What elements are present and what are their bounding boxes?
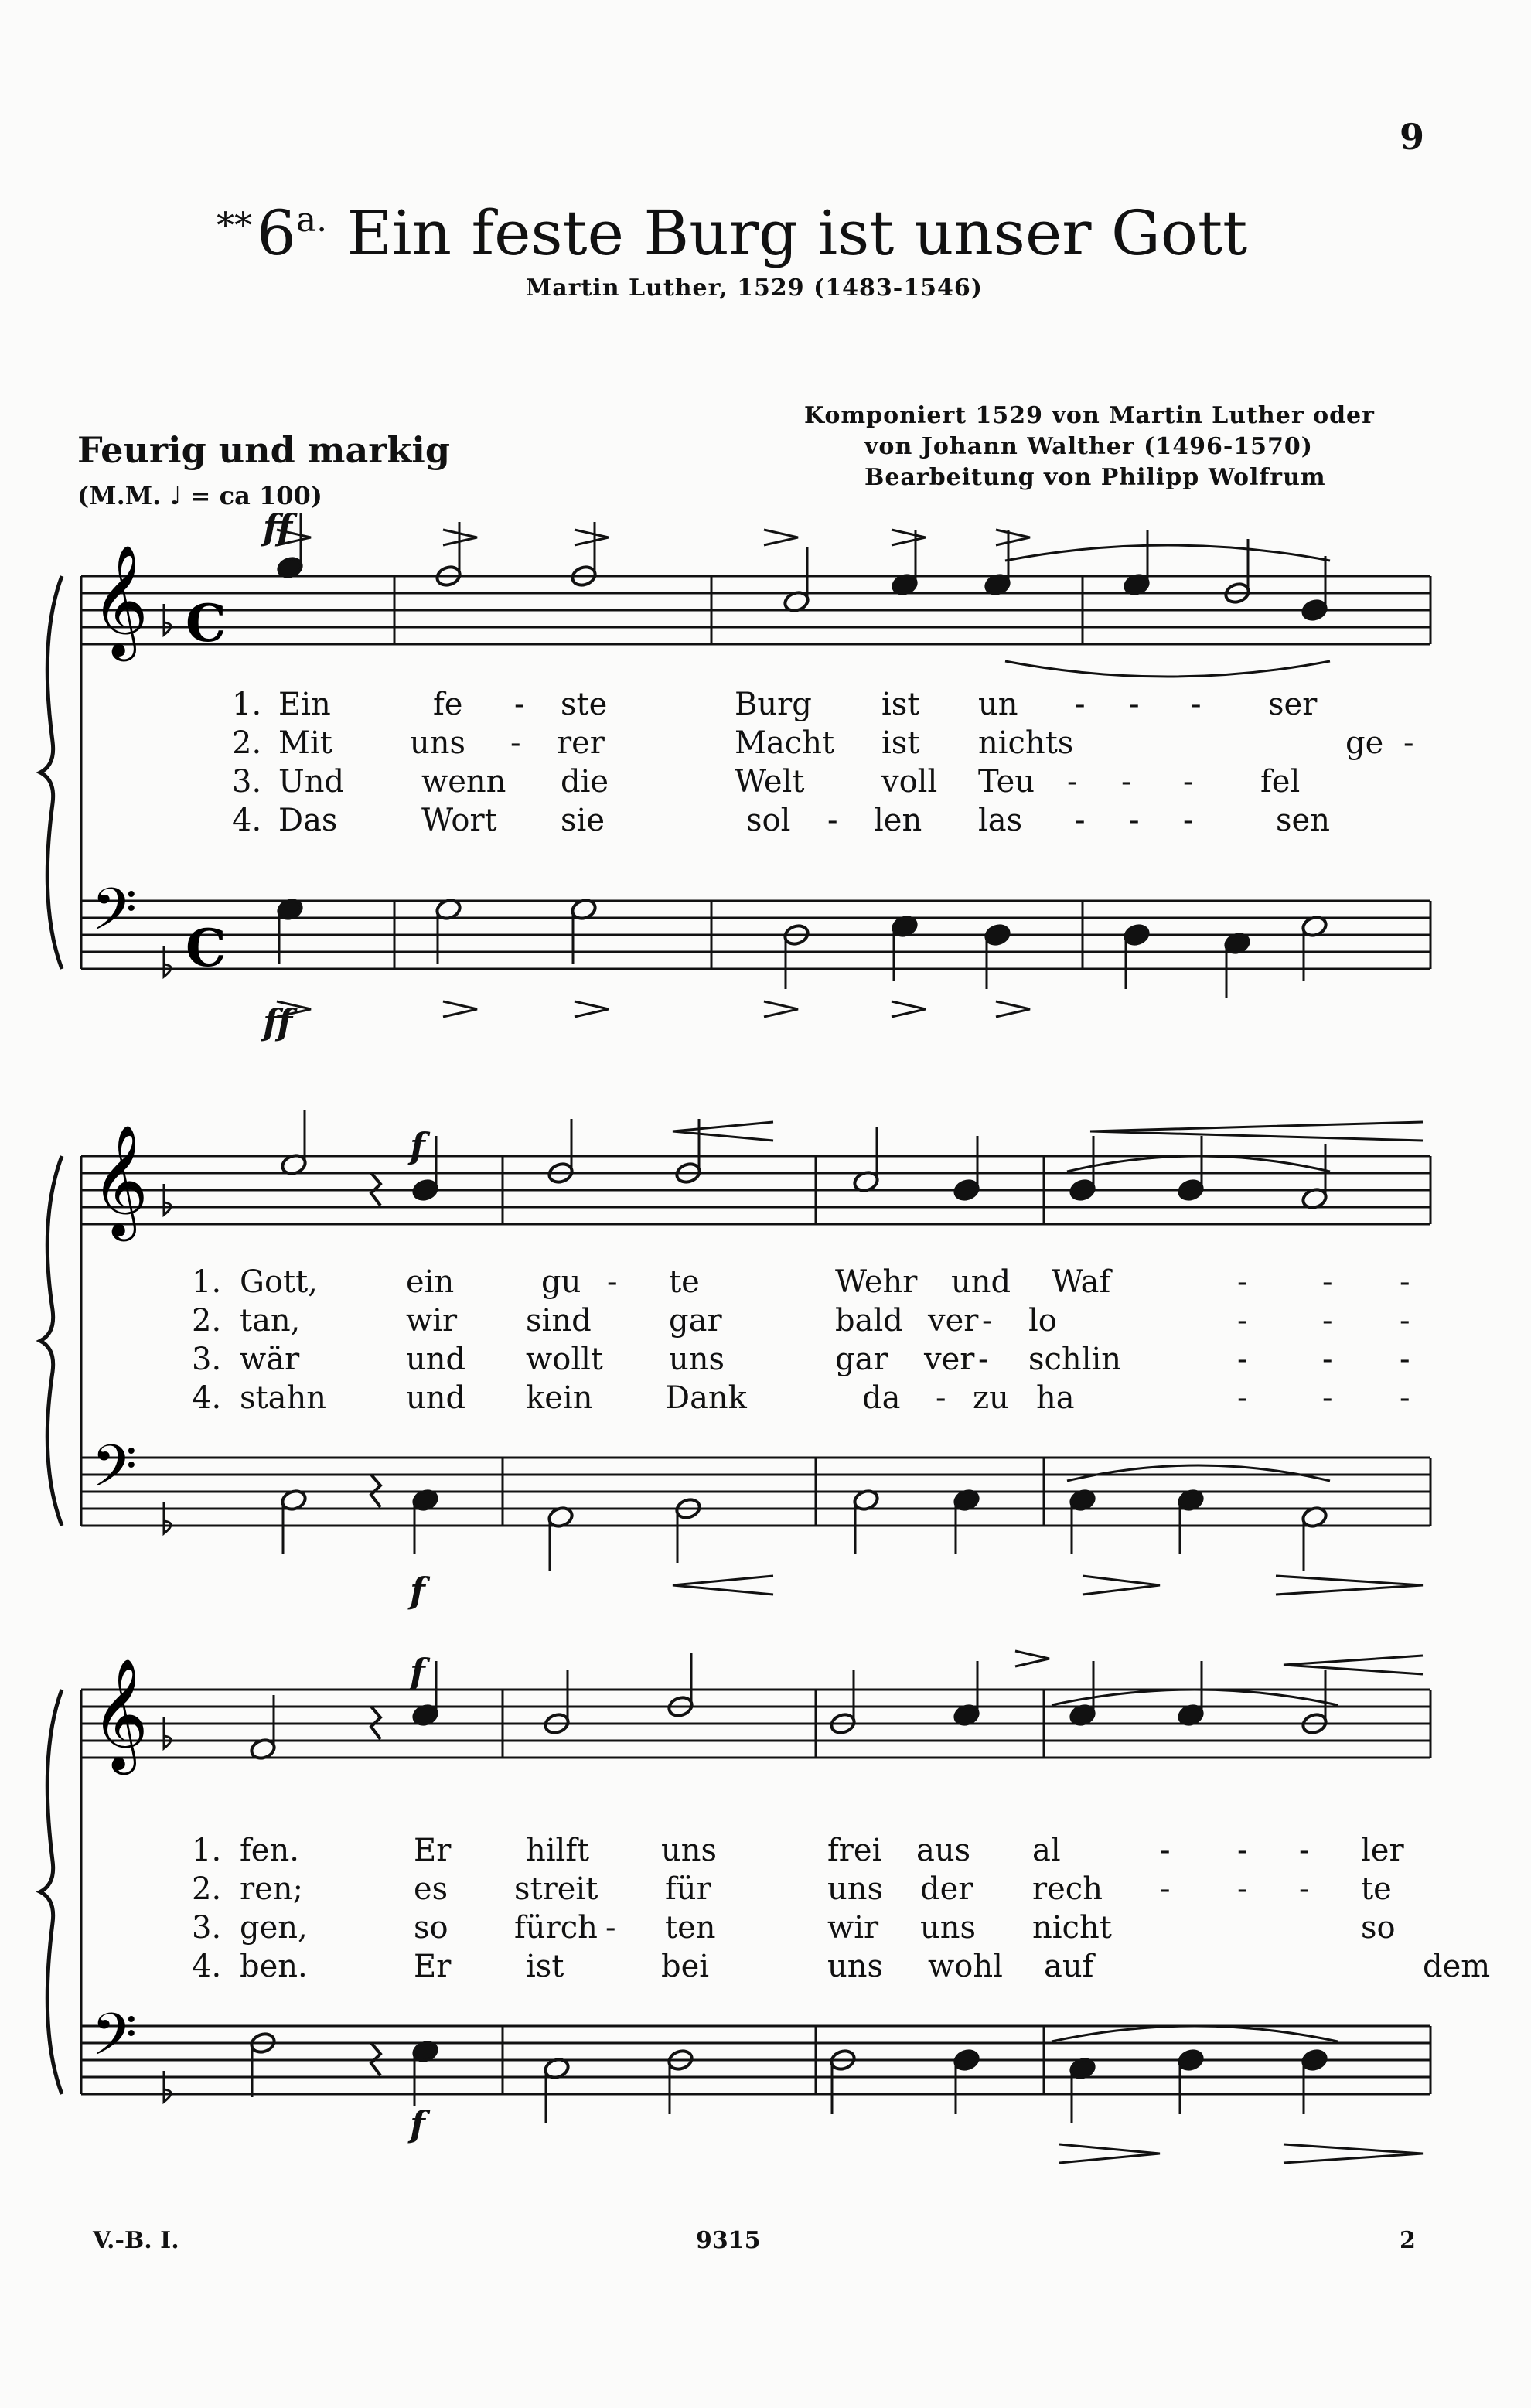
dynamic-ff-bass: ff <box>263 1001 293 1043</box>
lyric-syllable: - <box>1183 764 1194 800</box>
lyric-syllable: - <box>1129 803 1140 838</box>
lyric-syllable: - <box>1237 1380 1248 1416</box>
title-stars: ** <box>217 204 252 246</box>
accent-mark <box>764 1001 798 1017</box>
system-brace <box>40 576 62 969</box>
lyric-syllable: sind <box>526 1303 592 1339</box>
arranger-credit: Bearbeitung von Philipp Wolfrum <box>864 464 1326 491</box>
flat-sign <box>164 1502 171 1533</box>
lyric-syllable: - <box>1299 1833 1310 1868</box>
lyric-syllable: bald <box>835 1303 903 1339</box>
hymn-number-suffix: a. <box>295 200 328 240</box>
accent-mark <box>443 1001 477 1017</box>
system-brace <box>40 1690 62 2094</box>
lyric-syllable: schlin <box>1028 1342 1122 1377</box>
footer-signature: 2 <box>1400 2227 1416 2254</box>
lyric-syllable: uns <box>661 1833 718 1868</box>
lyric-syllable: - <box>1121 764 1132 800</box>
bass-clef: 𝄢 <box>91 875 138 958</box>
lyric-syllable: zu <box>973 1380 1009 1416</box>
lyric-syllable: te <box>1361 1871 1392 1907</box>
lyric-syllable: fen. <box>240 1833 299 1868</box>
lyric-syllable: - <box>1160 1871 1171 1907</box>
flat-sign <box>164 604 171 635</box>
lyric-syllable: 4. <box>192 1380 222 1416</box>
page-number: 9 <box>1400 116 1425 158</box>
lyric-syllable: Macht <box>735 725 835 761</box>
bass-clef: 𝄢 <box>91 2000 138 2083</box>
footer-publisher: V.-B. I. <box>93 2227 179 2254</box>
lyric-syllable: - <box>982 1303 993 1339</box>
flat-sign <box>164 1717 171 1748</box>
lyric-syllable: - <box>1400 1264 1410 1300</box>
lyric-syllable: gen, <box>240 1910 308 1946</box>
lyric-syllable: Burg <box>735 687 812 722</box>
lyric-syllable: - <box>1075 687 1086 722</box>
lyric-syllable: - <box>1237 1303 1248 1339</box>
lyric-syllable: Mit <box>278 725 332 761</box>
lyric-syllable: aus <box>916 1833 971 1868</box>
lyric-syllable: Und <box>278 764 345 800</box>
lyric-syllable: - <box>1322 1342 1333 1377</box>
slur <box>1067 1465 1330 1481</box>
lyric-syllable: - <box>1299 1871 1310 1907</box>
lyric-syllable: wollt <box>526 1342 603 1377</box>
lyric-syllable: 3. <box>232 764 262 800</box>
lyric-syllable: 2. <box>192 1871 222 1907</box>
lyric-syllable: sie <box>561 803 605 838</box>
lyric-syllable: rech <box>1032 1871 1103 1907</box>
dynamic-f-bass-2: f <box>410 1570 425 1612</box>
lyric-syllable: Gott, <box>240 1264 318 1300</box>
lyric-syllable: ler <box>1361 1833 1404 1868</box>
lyric-syllable: - <box>514 687 525 722</box>
lyric-syllable: und <box>951 1264 1011 1300</box>
lyric-syllable: 4. <box>232 803 262 838</box>
slur <box>1052 2026 1338 2041</box>
lyric-syllable: kein <box>526 1380 593 1416</box>
lyric-syllable: - <box>1400 1303 1410 1339</box>
lyric-syllable: - <box>936 1380 946 1416</box>
lyric-syllable: wir <box>406 1303 458 1339</box>
lyric-syllable: nicht <box>1032 1910 1112 1946</box>
accent-mark <box>892 530 926 545</box>
lyric-syllable: Dank <box>665 1380 747 1416</box>
lyric-syllable: rer <box>557 725 605 761</box>
lyric-syllable: hilft <box>526 1833 590 1868</box>
system-brace <box>40 1156 62 1526</box>
lyric-syllable: ist <box>881 687 920 722</box>
lyric-syllable: Wort <box>421 803 497 838</box>
dynamic-f-treble-2: f <box>410 1125 425 1167</box>
lyric-syllable: uns <box>920 1910 977 1946</box>
bass-clef: 𝄢 <box>91 1432 138 1515</box>
lyric-syllable: ser <box>1268 687 1318 722</box>
hairpin <box>673 1122 773 1141</box>
lyric-syllable: wohl <box>928 1949 1003 1984</box>
lyric-syllable: Wehr <box>835 1264 918 1300</box>
hairpin <box>1284 1656 1423 1674</box>
composer-credit-alt: von Johann Walther (1496-1570) <box>864 433 1313 460</box>
lyric-syllable: und <box>406 1380 466 1416</box>
lyric-syllable: sol <box>746 803 791 838</box>
lyric-syllable: - <box>1191 687 1202 722</box>
lyric-syllable: - <box>1322 1303 1333 1339</box>
lyric-syllable: die <box>561 764 609 800</box>
lyric-syllable: ste <box>561 687 608 722</box>
lyric-syllable: - <box>605 1910 616 1946</box>
lyric-syllable: al <box>1032 1833 1061 1868</box>
lyric-syllable: fe <box>433 687 463 722</box>
metronome-marking: (M.M. ♩ = ca 100) <box>77 481 322 510</box>
treble-clef: 𝄞 <box>91 1658 148 1770</box>
lyric-syllable: stahn <box>240 1380 326 1416</box>
lyric-syllable: - <box>978 1342 989 1377</box>
lyric-syllable: uns <box>669 1342 725 1377</box>
accent-mark <box>575 530 609 545</box>
lyric-syllable: und <box>406 1342 466 1377</box>
lyric-syllable: - <box>827 803 838 838</box>
lyric-syllable: ren; <box>240 1871 304 1907</box>
lyric-syllable: da <box>862 1380 901 1416</box>
accent-mark <box>575 1001 609 1017</box>
lyric-syllable: uns <box>410 725 466 761</box>
lyric-syllable: tan, <box>240 1303 301 1339</box>
treble-clef: 𝄞 <box>91 544 148 657</box>
lyric-syllable: - <box>1400 1342 1410 1377</box>
lyric-syllable: 2. <box>232 725 262 761</box>
accent-mark <box>1015 1651 1049 1666</box>
lyric-syllable: Er <box>414 1949 452 1984</box>
lyric-syllable: - <box>1075 803 1086 838</box>
lyric-syllable: Waf <box>1052 1264 1111 1300</box>
flat-sign <box>164 946 171 977</box>
lyric-syllable: - <box>1160 1833 1171 1868</box>
lyric-syllable: - <box>1400 1380 1410 1416</box>
lyric-syllable: frei <box>827 1833 882 1868</box>
hairpin <box>1284 2144 1423 2163</box>
lyric-syllable: 2. <box>192 1303 222 1339</box>
lyric-syllable: voll <box>881 764 938 800</box>
hymn-title-text: Ein feste Burg ist unser Gott <box>346 197 1248 269</box>
hymn-number: 6 <box>257 197 296 269</box>
accent-mark <box>996 530 1030 545</box>
composer-credit: Komponiert 1529 von Martin Luther oder <box>804 402 1375 429</box>
text-author: Martin Luther, 1529 (1483-1546) <box>526 275 983 302</box>
lyric-syllable: - <box>607 1264 618 1300</box>
footer-plate-number: 9315 <box>696 2227 761 2254</box>
lyric-syllable: ge <box>1345 725 1384 761</box>
lyric-syllable: so <box>1361 1910 1396 1946</box>
lyric-syllable: len <box>874 803 922 838</box>
lyric-syllable: für <box>665 1871 711 1907</box>
lyric-syllable: wenn <box>421 764 506 800</box>
lyric-syllable: - <box>1403 725 1414 761</box>
lyric-syllable: - <box>1322 1380 1333 1416</box>
hairpin <box>1276 1576 1423 1595</box>
lyric-syllable: ein <box>406 1264 455 1300</box>
lyric-syllable: te <box>669 1264 700 1300</box>
lyric-syllable: Das <box>278 803 338 838</box>
accent-mark <box>996 1001 1030 1017</box>
flat-sign <box>164 1184 171 1215</box>
lyric-syllable: - <box>1237 1833 1248 1868</box>
lyric-syllable: der <box>920 1871 973 1907</box>
lyric-syllable: gar <box>835 1342 888 1377</box>
lyric-syllable: 3. <box>192 1342 222 1377</box>
lyric-syllable: sen <box>1276 803 1330 838</box>
hairpin <box>1083 1576 1160 1595</box>
lyric-syllable: ist <box>881 725 920 761</box>
lyric-syllable: 4. <box>192 1949 222 1984</box>
lyric-syllable: Ein <box>278 687 331 722</box>
accent-mark <box>764 530 798 545</box>
dynamic-ff-treble: ff <box>263 506 293 548</box>
flat-sign <box>164 2071 171 2102</box>
hairpin <box>1059 2144 1160 2163</box>
lyric-syllable: Er <box>414 1833 452 1868</box>
lyric-syllable: ver <box>928 1303 979 1339</box>
lyric-syllable: uns <box>827 1871 884 1907</box>
common-time: C <box>186 593 227 653</box>
slur <box>1005 545 1330 561</box>
dynamic-f-bass-3: f <box>410 2103 425 2145</box>
lyric-syllable: - <box>1067 764 1078 800</box>
common-time: C <box>186 918 227 978</box>
slur <box>1067 1156 1330 1172</box>
lyric-syllable: gu <box>541 1264 581 1300</box>
lyric-syllable: las <box>978 803 1023 838</box>
lyric-syllable: ten <box>665 1910 716 1946</box>
lyric-syllable: 1. <box>192 1833 222 1868</box>
dynamic-f-treble-3: f <box>410 1651 425 1693</box>
lyric-syllable: so <box>414 1910 448 1946</box>
lyric-syllable: un <box>978 687 1018 722</box>
lyric-syllable: - <box>1237 1871 1248 1907</box>
lyric-syllable: fürch <box>514 1910 598 1946</box>
lyric-syllable: - <box>1129 687 1140 722</box>
lyric-syllable: wär <box>240 1342 300 1377</box>
lyric-syllable: - <box>1237 1264 1248 1300</box>
lyric-syllable: gar <box>669 1303 722 1339</box>
lyric-syllable: 1. <box>192 1264 222 1300</box>
lyric-syllable: - <box>1237 1342 1248 1377</box>
lyric-syllable: ha <box>1036 1380 1075 1416</box>
lyric-syllable: fel <box>1260 764 1301 800</box>
tempo-marking: Feurig und markig <box>77 429 451 471</box>
lyric-syllable: - <box>1183 803 1194 838</box>
lyric-syllable: bei <box>661 1949 710 1984</box>
lyric-syllable: ver <box>924 1342 975 1377</box>
lyric-syllable: streit <box>514 1871 598 1907</box>
lyric-syllable: es <box>414 1871 448 1907</box>
lyric-syllable: 3. <box>192 1910 222 1946</box>
lyric-syllable: 1. <box>232 687 262 722</box>
lyric-syllable: Teu <box>978 764 1035 800</box>
lyric-syllable: - <box>510 725 521 761</box>
lyric-syllable: dem <box>1423 1949 1491 1984</box>
accent-mark <box>892 1001 926 1017</box>
lyric-syllable: lo <box>1028 1303 1057 1339</box>
lyric-syllable: ist <box>526 1949 564 1984</box>
lyric-syllable: - <box>1322 1264 1333 1300</box>
lyric-syllable: ben. <box>240 1949 308 1984</box>
hairpin <box>1090 1122 1423 1141</box>
slur <box>1005 661 1330 677</box>
lyric-syllable: uns <box>827 1949 884 1984</box>
treble-clef: 𝄞 <box>91 1124 148 1236</box>
lyric-syllable: Welt <box>735 764 805 800</box>
lyric-syllable: nichts <box>978 725 1074 761</box>
lyric-syllable: auf <box>1044 1949 1094 1984</box>
hairpin <box>673 1576 773 1595</box>
lyric-syllable: wir <box>827 1910 879 1946</box>
